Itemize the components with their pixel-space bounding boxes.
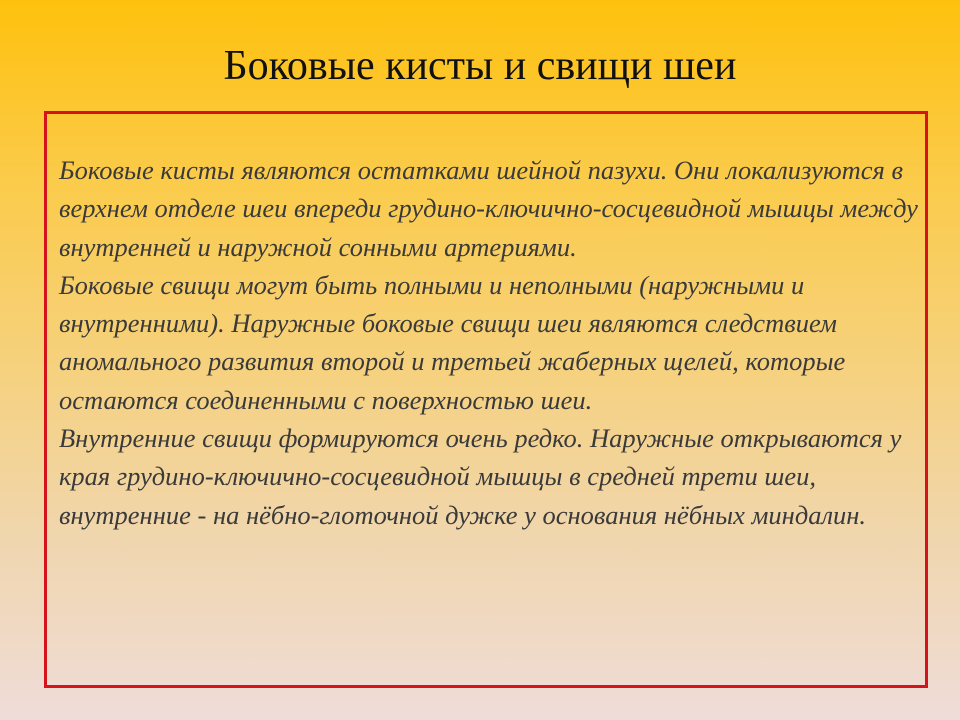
content-box [44, 111, 928, 688]
content-text [59, 151, 919, 534]
paragraph-lateral-cysts: Боковые кисты являются остатками шейной пазухи. Они локализуются в верхнем отделе шеи впереди грудино-ключично-сосцевидной мышцы между внутренней и наружной сонными артериями. [59, 155, 918, 262]
paragraph-lateral-fistulas: Боковые свищи могут быть полными и неполными (наружными и внутренними). Наружные боковые свищи шеи являются следствием аномального развития второй и третьей жаберных щелей, которые остаются соединенными с поверхностью шеи. [59, 269, 846, 415]
slide-title: Боковые кисты и свищи шеи [223, 43, 737, 89]
paragraph-internal-fistulas: Внутренние свищи формируются очень редко. Наружные открываются у края грудино-ключично-сосцевидной мышцы в средней трети шеи, внутренние - на нёбно-глоточной дужке у основания нёбных миндалин. [59, 423, 902, 530]
